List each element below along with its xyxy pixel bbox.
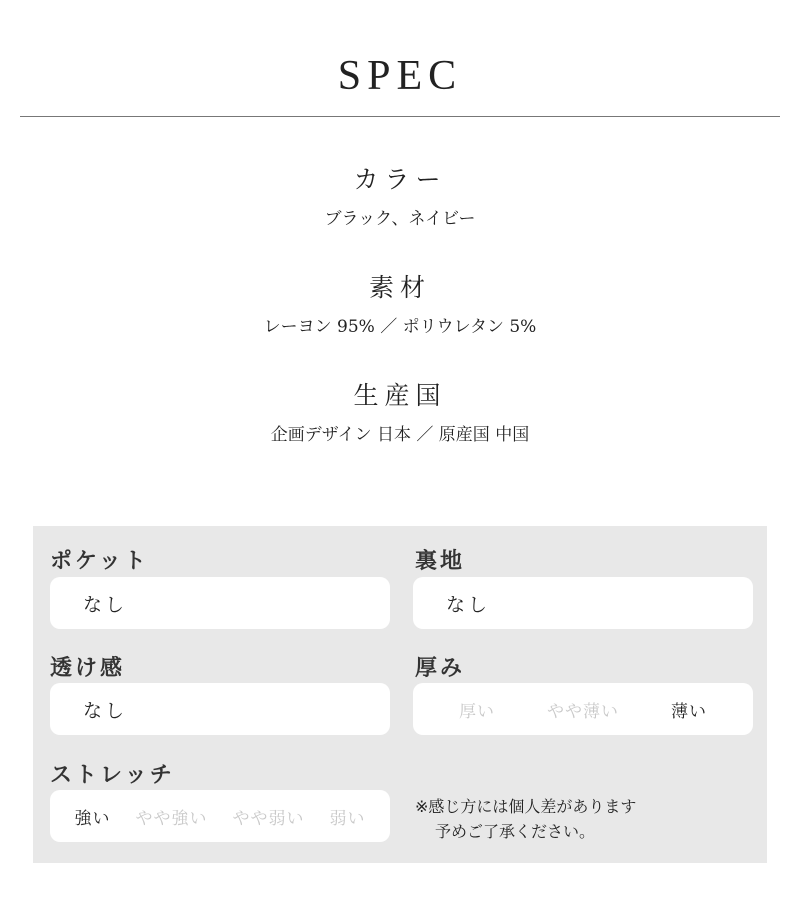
thickness-option: 薄い: [671, 701, 707, 722]
pocket-label: ポケット: [50, 549, 149, 574]
disclaimer-note: [415, 794, 636, 844]
stretch-option: やや強い: [135, 808, 208, 829]
spec-material-heading: 素材: [368, 273, 431, 302]
lining-value: なし: [446, 593, 491, 616]
spec-origin-value: 企画デザイン 日本 ／ 原産国 中国: [270, 425, 530, 445]
stretch-option: 弱い: [329, 808, 366, 829]
thickness-scale: [413, 683, 753, 735]
thickness-option: やや薄い: [547, 701, 619, 722]
spec-origin: [0, 376, 800, 445]
spec-color: [0, 160, 800, 229]
lining-label: 裏地: [415, 549, 466, 574]
pocket-box: [50, 577, 390, 629]
spec-origin-heading: 生産国: [353, 381, 447, 410]
stretch-scale: [50, 790, 390, 842]
disclaimer-line-2: 予めご了承ください。: [435, 822, 596, 841]
spec-color-heading: カラー: [353, 165, 447, 194]
disclaimer-line-1: ※感じ方には個人差があります: [415, 797, 637, 816]
lining-box: [413, 577, 753, 629]
spec-material: [0, 268, 800, 337]
spec-color-value: ブラック、ネイビー: [324, 209, 476, 229]
sheer-box: [50, 683, 390, 735]
thickness-option: 厚い: [459, 701, 495, 722]
stretch-option: 強い: [74, 808, 111, 829]
pocket-value: なし: [83, 593, 128, 616]
page-title: SPEC: [337, 53, 463, 99]
thickness-label: 厚み: [415, 656, 466, 681]
attributes-panel: [33, 526, 767, 863]
sheer-value: なし: [83, 699, 128, 722]
stretch-option: やや弱い: [232, 808, 305, 829]
sheer-label: 透け感: [50, 656, 126, 681]
spec-material-value: レーヨン 95% ／ ポリウレタン 5%: [263, 317, 537, 337]
stretch-label: ストレッチ: [50, 763, 175, 788]
title-divider: [20, 116, 780, 117]
